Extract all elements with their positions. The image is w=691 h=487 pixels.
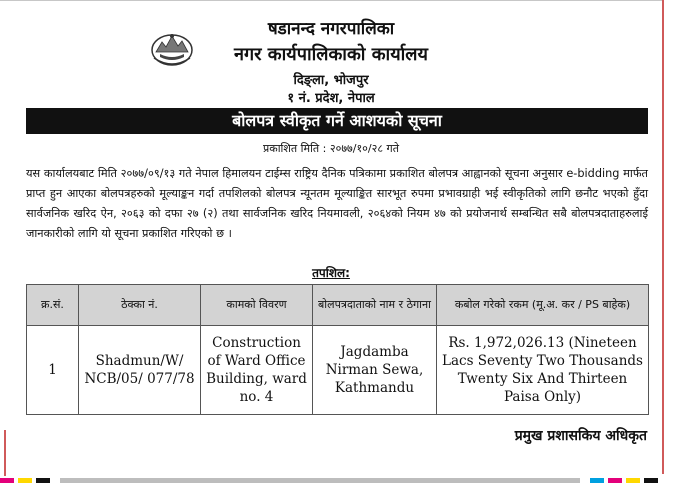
signatory-title: प्रमुख प्रशासकिय अधिकृत [514,428,647,444]
notice-body: यस कार्यालयबाट मिति २०७७/०९/१३ गते नेपाल हिमालयन टाईम्स राष्ट्रिय दैनिक पत्रिकामा प्रकाशित बोलपत्र आह्वानको सूचना अनुसार e-bidding मार्फत प्राप्त हुन आएका बोलपत्रहरुको मूल्याङ्कन गर्दा तपशिलको बोलपत्र न्यूनतम मूल्याङ्कित सारभूत रुपमा प्रभावग्राही भई स्वीकृतिको लागि छनौट भएको हुँदा सार्वजनिक खरिद ऐन, २०६३ को दफा २७ (२) तथा सार्वजनिक खरिद नियमावली, २०६४को नियम ४७ को प्रयोजनार्थ सम्बन्धित सबै बोलपत्रदाताहरुलाई जानकारीको लागि यो सूचना प्रकाशित गरिएको छ । [26,167,648,240]
page-frame-left [4,430,6,476]
office-name: नगर कार्यपालिकाको कार्यालय [234,44,428,65]
page-frame-right [662,0,664,474]
page-frame-top [0,0,662,1]
cell-contract-no: Shadmun/W/ NCB/05/ 077/78 [79,326,201,415]
municipality-name: षडानन्द नगरपालिका [267,19,395,39]
table-header-row [27,285,649,326]
cell-bidder: Jagdamba Nirman Sewa, Kathmandu [313,326,437,415]
office-location: दिङ्ला, भोजपुर [293,73,369,88]
published-date: प्रकाशित मिति : २०७७/१०/२८ गते [262,142,400,155]
cell-amount: Rs. 1,972,026.13 (Nineteen Lacs Seventy Two Thousands Twenty Six And Thirteen Paisa Only) [437,326,649,415]
header-work-description: कामको विवरण [201,285,313,326]
province-line: १ नं. प्रदेश, नेपाल [287,91,375,106]
header-sn: क्र.सं. [27,285,79,326]
header-bidder: बोलपत्रदाताको नाम र ठेगाना [313,285,437,326]
header-contract-no: ठेक्का नं. [79,285,201,326]
cell-sn: 1 [27,326,79,415]
print-registration-bar [0,478,662,483]
notice-title-banner: बोलपत्र स्वीकृत गर्ने आशयको सूचना [26,108,648,134]
cell-work-description: Construction of Ward Office Building, ward no. 4 [201,326,313,415]
table-row [27,326,649,415]
header-amount: कबोल गरेको रकम (मू.अ. कर / PS बाहेक) [437,285,649,326]
details-label: तपशिल: [312,266,350,280]
bid-details-table [26,284,649,415]
